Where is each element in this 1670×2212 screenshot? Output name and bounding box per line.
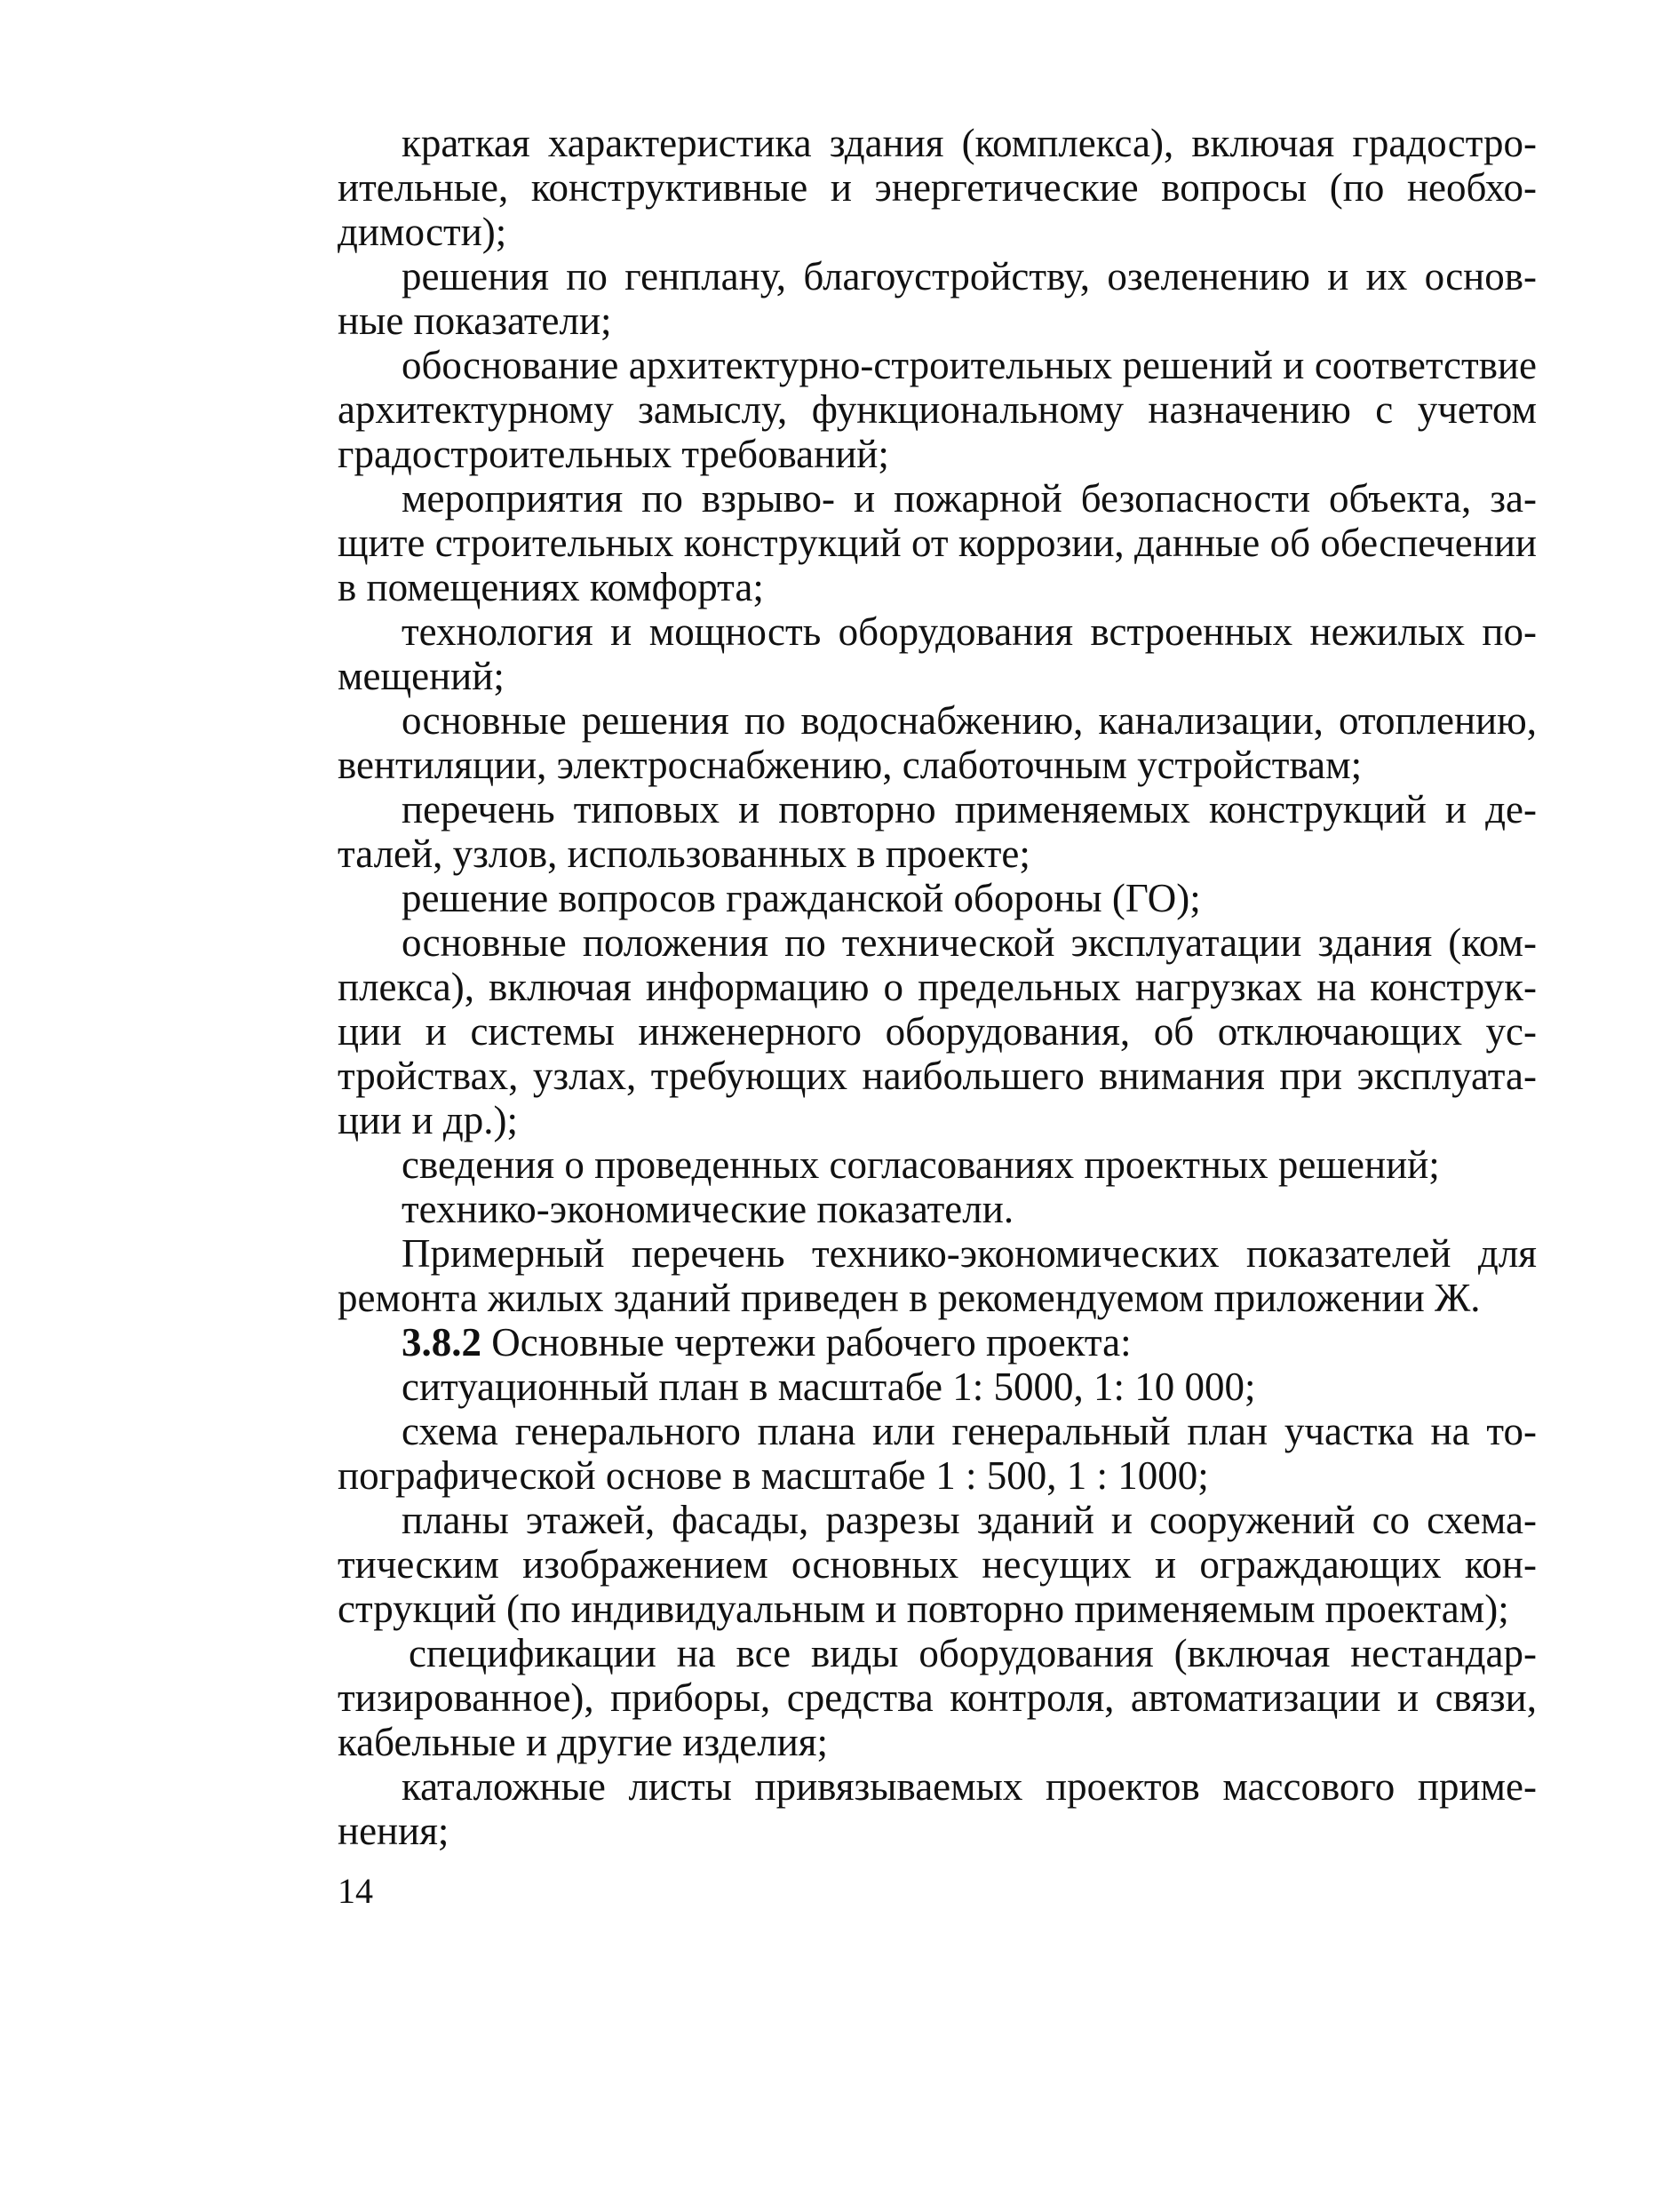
section-number: 3.8.2 xyxy=(402,1320,481,1365)
section-heading xyxy=(338,1320,1537,1365)
list-item: схема генерального плана или генеральный план участка на топографической основе в масштабе 1 : 500, 1 : 1000; xyxy=(338,1409,1537,1498)
paragraph: краткая характеристика здания (комплекса), включая градостроительные, конструктивные и энергетические вопросы (по необходимости); xyxy=(338,121,1537,254)
list-item: планы этажей, фасады, разрезы зданий и сооружений со схематическим изображением основных несущих и ограждающих конструкций (по индивидуальным и повторно применяемым проектам); xyxy=(338,1498,1537,1631)
paragraph: Примерный перечень технико-экономических показателей для ремонта жилых зданий приведен в рекомендуемом приложении Ж. xyxy=(338,1231,1537,1320)
paragraph: мероприятия по взрыво- и пожарной безопасности объекта, защите строительных конструкций от коррозии, данные об обеспечении в помещениях комфорта; xyxy=(338,476,1537,609)
section-title: Основные чертежи рабочего проекта: xyxy=(481,1320,1132,1365)
paragraph: обоснование архитектурно-строительных решений и соответствие архитектурному замыслу, функциональному назначению с учетом градостроительных требований; xyxy=(338,343,1537,476)
paragraph: решения по генплану, благоустройству, озеленению и их основные показатели; xyxy=(338,254,1537,343)
paragraph: основные положения по технической эксплуатации здания (комплекса), включая информацию о предельных нагрузках на конструкции и системы инженерного оборудования, об отключающих устройствах, узлах, требующих наибольшего внимания при эксплуатации и др.); xyxy=(338,920,1537,1142)
paragraph: перечень типовых и повторно применяемых конструкций и деталей, узлов, использованных в проекте; xyxy=(338,787,1537,876)
body-text xyxy=(338,121,1537,1853)
paragraph: технико-экономические показатели. xyxy=(402,1187,1014,1231)
page-number: 14 xyxy=(338,1871,373,1911)
paragraph: основные решения по водоснабжению, канализации, отоплению, вентиляции, электроснабжению, слаботочным устройствам; xyxy=(338,698,1537,787)
list-item: каталожные листы привязываемых проектов массового применения; xyxy=(338,1764,1537,1853)
paragraph: технология и мощность оборудования встроенных нежилых помещений; xyxy=(338,609,1537,698)
list-item: спецификации на все виды оборудования (включая нестандартизированное), приборы, средства контроля, автоматизации и связи, кабельные и другие изделия; xyxy=(338,1631,1537,1764)
paragraph: решение вопросов гражданской обороны (ГО); xyxy=(402,876,1201,920)
paragraph: сведения о проведенных согласованиях проектных решений; xyxy=(402,1142,1440,1187)
list-item: ситуационный план в масштабе 1: 5000, 1: 10 000; xyxy=(402,1365,1256,1409)
